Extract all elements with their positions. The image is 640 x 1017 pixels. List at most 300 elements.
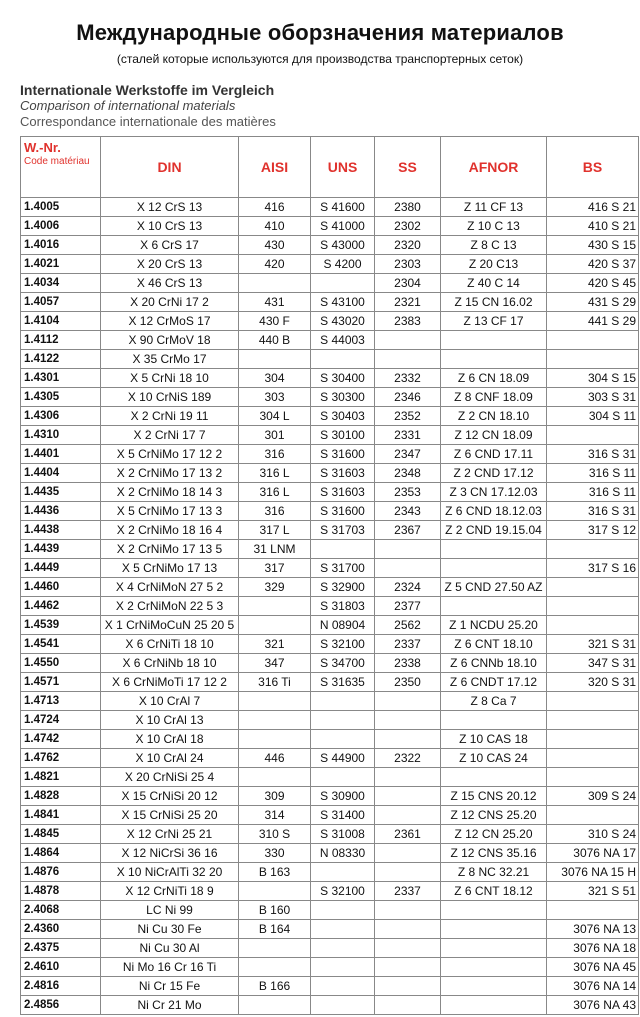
col-header-ss: SS <box>375 137 441 198</box>
caption-french: Correspondance internationale des matières <box>20 114 276 129</box>
cell-din: LC Ni 99 <box>101 901 239 920</box>
cell-uns: S 30300 <box>311 388 375 407</box>
cell-wnr: 1.4878 <box>21 882 101 901</box>
cell-uns: N 08904 <box>311 616 375 635</box>
cell-ss <box>375 996 441 1015</box>
table-caption <box>20 82 276 130</box>
cell-bs <box>547 426 639 445</box>
cell-afnor: Z 8 NC 32.21 <box>441 863 547 882</box>
cell-uns: S 30900 <box>311 787 375 806</box>
cell-wnr: 1.4841 <box>21 806 101 825</box>
cell-wnr: 1.4462 <box>21 597 101 616</box>
cell-aisi: 416 <box>239 198 311 217</box>
cell-aisi: 31 LNM <box>239 540 311 559</box>
cell-wnr: 1.4305 <box>21 388 101 407</box>
cell-wnr: 1.4306 <box>21 407 101 426</box>
cell-aisi: 316 L <box>239 464 311 483</box>
cell-ss: 2343 <box>375 502 441 521</box>
cell-uns: S 31603 <box>311 464 375 483</box>
cell-aisi: B 166 <box>239 977 311 996</box>
cell-wnr: 1.4006 <box>21 217 101 236</box>
cell-aisi <box>239 958 311 977</box>
cell-aisi: 314 <box>239 806 311 825</box>
table-row <box>21 977 639 996</box>
cell-bs: 316 S 11 <box>547 464 639 483</box>
table-row <box>21 464 639 483</box>
cell-bs <box>547 597 639 616</box>
cell-aisi: 317 <box>239 559 311 578</box>
cell-uns: S 30100 <box>311 426 375 445</box>
cell-bs: 3076 NA 45 <box>547 958 639 977</box>
cell-ss: 2377 <box>375 597 441 616</box>
cell-uns: S 44900 <box>311 749 375 768</box>
cell-afnor: Z 12 CNS 35.16 <box>441 844 547 863</box>
cell-aisi: 420 <box>239 255 311 274</box>
cell-wnr: 1.4449 <box>21 559 101 578</box>
cell-ss: 2302 <box>375 217 441 236</box>
table-row <box>21 540 639 559</box>
cell-din: X 2 CrNi 17 7 <box>101 426 239 445</box>
cell-aisi <box>239 939 311 958</box>
cell-bs: 304 S 11 <box>547 407 639 426</box>
cell-ss: 2352 <box>375 407 441 426</box>
cell-afnor <box>441 920 547 939</box>
table-row <box>21 255 639 274</box>
cell-uns: S 31803 <box>311 597 375 616</box>
cell-bs <box>547 331 639 350</box>
cell-din: X 2 CrNiMo 17 13 2 <box>101 464 239 483</box>
cell-bs: 316 S 31 <box>547 502 639 521</box>
cell-ss <box>375 692 441 711</box>
cell-din: X 5 CrNi 18 10 <box>101 369 239 388</box>
cell-aisi: 316 <box>239 445 311 464</box>
cell-aisi <box>239 616 311 635</box>
cell-wnr: 1.4762 <box>21 749 101 768</box>
cell-aisi: 330 <box>239 844 311 863</box>
cell-uns <box>311 350 375 369</box>
cell-afnor: Z 2 CND 17.12 <box>441 464 547 483</box>
cell-bs: 321 S 51 <box>547 882 639 901</box>
cell-aisi: 304 L <box>239 407 311 426</box>
cell-wnr: 1.4845 <box>21 825 101 844</box>
cell-bs: 320 S 31 <box>547 673 639 692</box>
cell-din: X 10 CrAl 13 <box>101 711 239 730</box>
cell-ss: 2337 <box>375 882 441 901</box>
table-row <box>21 730 639 749</box>
table-row <box>21 939 639 958</box>
cell-bs: 416 S 21 <box>547 198 639 217</box>
cell-wnr: 1.4021 <box>21 255 101 274</box>
caption-german: Internationale Werkstoffe im Vergleich <box>20 82 275 98</box>
cell-wnr: 2.4360 <box>21 920 101 939</box>
table-row <box>21 768 639 787</box>
cell-aisi: 301 <box>239 426 311 445</box>
cell-ss: 2348 <box>375 464 441 483</box>
cell-aisi: 303 <box>239 388 311 407</box>
table-row <box>21 483 639 502</box>
cell-ss: 2350 <box>375 673 441 692</box>
cell-din: X 2 CrNiMo 18 14 3 <box>101 483 239 502</box>
cell-uns: S 31008 <box>311 825 375 844</box>
cell-din: Ni Cu 30 Al <box>101 939 239 958</box>
cell-uns: S 31703 <box>311 521 375 540</box>
cell-afnor: Z 5 CND 27.50 AZ <box>441 578 547 597</box>
cell-uns <box>311 768 375 787</box>
cell-din: X 12 CrS 13 <box>101 198 239 217</box>
table-row <box>21 293 639 312</box>
cell-din: X 10 CrAl 7 <box>101 692 239 711</box>
cell-afnor: Z 3 CN 17.12.03 <box>441 483 547 502</box>
cell-uns <box>311 274 375 293</box>
cell-wnr: 1.4713 <box>21 692 101 711</box>
cell-uns: S 31635 <box>311 673 375 692</box>
table-row <box>21 350 639 369</box>
cell-aisi: 316 <box>239 502 311 521</box>
cell-aisi <box>239 768 311 787</box>
col-header-aisi: AISI <box>239 137 311 198</box>
cell-wnr: 2.4610 <box>21 958 101 977</box>
cell-bs: 3076 NA 43 <box>547 996 639 1015</box>
cell-uns <box>311 920 375 939</box>
cell-bs <box>547 540 639 559</box>
cell-ss: 2367 <box>375 521 441 540</box>
table-row <box>21 274 639 293</box>
table-row <box>21 996 639 1015</box>
cell-bs <box>547 616 639 635</box>
cell-uns <box>311 540 375 559</box>
cell-bs <box>547 730 639 749</box>
cell-bs: 410 S 21 <box>547 217 639 236</box>
cell-bs: 347 S 31 <box>547 654 639 673</box>
page-title: Международные оборзначения материалов <box>76 20 564 45</box>
cell-afnor: Z 13 CF 17 <box>441 312 547 331</box>
cell-wnr: 1.4435 <box>21 483 101 502</box>
cell-afnor: Z 10 C 13 <box>441 217 547 236</box>
cell-aisi: 431 <box>239 293 311 312</box>
col-header-din: DIN <box>101 137 239 198</box>
table-row <box>21 711 639 730</box>
cell-afnor <box>441 540 547 559</box>
cell-aisi: 304 <box>239 369 311 388</box>
cell-din: X 20 CrS 13 <box>101 255 239 274</box>
cell-afnor <box>441 996 547 1015</box>
cell-ss <box>375 559 441 578</box>
materials-table <box>20 136 639 1015</box>
table-row <box>21 198 639 217</box>
table-row <box>21 654 639 673</box>
cell-afnor: Z 12 CN 18.09 <box>441 426 547 445</box>
cell-ss <box>375 863 441 882</box>
cell-bs: 317 S 16 <box>547 559 639 578</box>
cell-din: X 10 CrNiS 189 <box>101 388 239 407</box>
cell-din: X 2 CrNiMo 18 16 4 <box>101 521 239 540</box>
cell-wnr: 1.4550 <box>21 654 101 673</box>
cell-bs: 304 S 15 <box>547 369 639 388</box>
cell-uns: S 30400 <box>311 369 375 388</box>
cell-ss <box>375 331 441 350</box>
cell-afnor: Z 6 CNNb 18.10 <box>441 654 547 673</box>
cell-bs: 3076 NA 18 <box>547 939 639 958</box>
cell-aisi: 309 <box>239 787 311 806</box>
table-row <box>21 749 639 768</box>
col-header-wnr-label: W.-Nr. <box>24 140 61 155</box>
cell-din: X 12 NiCrSi 36 16 <box>101 844 239 863</box>
cell-wnr: 1.4541 <box>21 635 101 654</box>
cell-din: X 2 CrNiMoN 22 5 3 <box>101 597 239 616</box>
cell-afnor: Z 8 CNF 18.09 <box>441 388 547 407</box>
cell-uns: S 43020 <box>311 312 375 331</box>
cell-ss <box>375 977 441 996</box>
cell-wnr: 1.4828 <box>21 787 101 806</box>
cell-afnor: Z 20 C13 <box>441 255 547 274</box>
cell-aisi: 317 L <box>239 521 311 540</box>
cell-wnr: 2.4375 <box>21 939 101 958</box>
cell-bs: 420 S 45 <box>547 274 639 293</box>
cell-bs <box>547 768 639 787</box>
cell-uns: N 08330 <box>311 844 375 863</box>
page-subtitle: (сталей которые используются для производства транспортерных сеток) <box>116 52 524 66</box>
cell-ss <box>375 768 441 787</box>
cell-uns: S 41000 <box>311 217 375 236</box>
cell-din: X 20 CrNi 17 2 <box>101 293 239 312</box>
cell-aisi: 347 <box>239 654 311 673</box>
cell-din: Ni Mo 16 Cr 16 Ti <box>101 958 239 977</box>
cell-din: X 15 CrNiSi 25 20 <box>101 806 239 825</box>
cell-uns <box>311 958 375 977</box>
cell-din: X 35 CrMo 17 <box>101 350 239 369</box>
cell-ss: 2324 <box>375 578 441 597</box>
cell-bs: 431 S 29 <box>547 293 639 312</box>
cell-ss <box>375 350 441 369</box>
cell-afnor: Z 15 CN 16.02 <box>441 293 547 312</box>
cell-aisi: 316 L <box>239 483 311 502</box>
cell-din: Ni Cu 30 Fe <box>101 920 239 939</box>
cell-ss <box>375 901 441 920</box>
cell-ss: 2353 <box>375 483 441 502</box>
cell-uns <box>311 711 375 730</box>
cell-bs: 316 S 31 <box>547 445 639 464</box>
table-row <box>21 331 639 350</box>
col-header-afnor: AFNOR <box>441 137 547 198</box>
cell-din: X 10 NiCrAlTi 32 20 <box>101 863 239 882</box>
table-row <box>21 521 639 540</box>
cell-ss <box>375 540 441 559</box>
caption-english: Comparison of international materials <box>20 98 236 113</box>
cell-bs: 420 S 37 <box>547 255 639 274</box>
cell-afnor <box>441 939 547 958</box>
cell-ss <box>375 844 441 863</box>
table-row <box>21 882 639 901</box>
cell-ss: 2347 <box>375 445 441 464</box>
cell-bs: 310 S 24 <box>547 825 639 844</box>
cell-aisi: B 160 <box>239 901 311 920</box>
table-row <box>21 445 639 464</box>
cell-din: X 1 CrNiMoCuN 25 20 5 <box>101 616 239 635</box>
cell-uns <box>311 996 375 1015</box>
cell-afnor <box>441 597 547 616</box>
cell-uns <box>311 730 375 749</box>
cell-uns: S 32100 <box>311 882 375 901</box>
table-row <box>21 806 639 825</box>
cell-aisi <box>239 996 311 1015</box>
table-row <box>21 312 639 331</box>
cell-afnor <box>441 901 547 920</box>
table-row <box>21 217 639 236</box>
table-header-row <box>21 137 639 198</box>
cell-wnr: 1.4034 <box>21 274 101 293</box>
cell-bs <box>547 692 639 711</box>
cell-ss: 2361 <box>375 825 441 844</box>
table-row <box>21 635 639 654</box>
cell-wnr: 1.4821 <box>21 768 101 787</box>
cell-ss: 2337 <box>375 635 441 654</box>
table-row <box>21 863 639 882</box>
cell-aisi: 446 <box>239 749 311 768</box>
cell-aisi: 310 S <box>239 825 311 844</box>
cell-aisi: B 164 <box>239 920 311 939</box>
cell-aisi: B 163 <box>239 863 311 882</box>
cell-uns: S 31600 <box>311 445 375 464</box>
col-header-uns: UNS <box>311 137 375 198</box>
cell-din: X 2 CrNiMo 17 13 5 <box>101 540 239 559</box>
cell-din: X 6 CrNiTi 18 10 <box>101 635 239 654</box>
cell-afnor <box>441 958 547 977</box>
cell-ss <box>375 787 441 806</box>
cell-afnor: Z 6 CND 17.11 <box>441 445 547 464</box>
table-row <box>21 787 639 806</box>
cell-afnor: Z 10 CAS 24 <box>441 749 547 768</box>
cell-ss: 2303 <box>375 255 441 274</box>
cell-uns: S 30403 <box>311 407 375 426</box>
cell-din: X 12 CrMoS 17 <box>101 312 239 331</box>
cell-bs: 441 S 29 <box>547 312 639 331</box>
cell-wnr: 1.4310 <box>21 426 101 445</box>
cell-uns: S 43100 <box>311 293 375 312</box>
cell-ss: 2346 <box>375 388 441 407</box>
cell-aisi <box>239 711 311 730</box>
cell-aisi <box>239 730 311 749</box>
table-row <box>21 901 639 920</box>
cell-uns <box>311 692 375 711</box>
cell-din: X 6 CrNiNb 18 10 <box>101 654 239 673</box>
cell-aisi: 430 F <box>239 312 311 331</box>
cell-din: X 5 CrNiMo 17 12 2 <box>101 445 239 464</box>
cell-afnor <box>441 977 547 996</box>
table-row <box>21 616 639 635</box>
cell-wnr: 1.4571 <box>21 673 101 692</box>
cell-wnr: 1.4401 <box>21 445 101 464</box>
cell-ss: 2322 <box>375 749 441 768</box>
cell-bs: 430 S 15 <box>547 236 639 255</box>
cell-din: X 15 CrNiSi 20 12 <box>101 787 239 806</box>
cell-din: Ni Cr 21 Mo <box>101 996 239 1015</box>
cell-afnor: Z 6 CN 18.09 <box>441 369 547 388</box>
cell-ss: 2380 <box>375 198 441 217</box>
cell-uns: S 44003 <box>311 331 375 350</box>
cell-din: X 12 CrNiTi 18 9 <box>101 882 239 901</box>
table-row <box>21 407 639 426</box>
cell-ss: 2320 <box>375 236 441 255</box>
col-header-bs: BS <box>547 137 639 198</box>
cell-din: X 20 CrNiSi 25 4 <box>101 768 239 787</box>
cell-afnor: Z 2 CN 18.10 <box>441 407 547 426</box>
cell-uns <box>311 939 375 958</box>
cell-bs <box>547 901 639 920</box>
cell-wnr: 2.4068 <box>21 901 101 920</box>
cell-aisi: 410 <box>239 217 311 236</box>
table-row <box>21 825 639 844</box>
cell-wnr: 1.4876 <box>21 863 101 882</box>
cell-afnor: Z 6 CNT 18.12 <box>441 882 547 901</box>
cell-afnor: Z 12 CNS 25.20 <box>441 806 547 825</box>
cell-ss: 2332 <box>375 369 441 388</box>
cell-wnr: 1.4439 <box>21 540 101 559</box>
cell-wnr: 1.4104 <box>21 312 101 331</box>
cell-uns: S 34700 <box>311 654 375 673</box>
cell-ss: 2321 <box>375 293 441 312</box>
table-row <box>21 920 639 939</box>
cell-din: X 10 CrS 13 <box>101 217 239 236</box>
cell-din: X 4 CrNiMoN 27 5 2 <box>101 578 239 597</box>
table-row <box>21 844 639 863</box>
table-row <box>21 236 639 255</box>
cell-afnor: Z 6 CNDT 17.12 <box>441 673 547 692</box>
cell-wnr: 1.4539 <box>21 616 101 635</box>
cell-din: X 2 CrNi 19 11 <box>101 407 239 426</box>
cell-din: X 5 CrNiMo 17 13 <box>101 559 239 578</box>
cell-bs <box>547 711 639 730</box>
cell-wnr: 1.4005 <box>21 198 101 217</box>
cell-bs <box>547 578 639 597</box>
cell-bs <box>547 806 639 825</box>
cell-uns: S 32900 <box>311 578 375 597</box>
cell-uns: S 31603 <box>311 483 375 502</box>
cell-afnor <box>441 711 547 730</box>
cell-uns: S 31400 <box>311 806 375 825</box>
cell-wnr: 1.4122 <box>21 350 101 369</box>
cell-wnr: 1.4742 <box>21 730 101 749</box>
cell-afnor: Z 1 NCDU 25.20 <box>441 616 547 635</box>
cell-bs: 3076 NA 17 <box>547 844 639 863</box>
cell-aisi <box>239 882 311 901</box>
cell-aisi <box>239 350 311 369</box>
cell-uns: S 31600 <box>311 502 375 521</box>
cell-uns <box>311 901 375 920</box>
cell-wnr: 1.4436 <box>21 502 101 521</box>
cell-uns: S 32100 <box>311 635 375 654</box>
cell-afnor: Z 8 C 13 <box>441 236 547 255</box>
table-row <box>21 958 639 977</box>
cell-uns <box>311 863 375 882</box>
cell-bs: 303 S 31 <box>547 388 639 407</box>
cell-aisi <box>239 274 311 293</box>
cell-bs: 316 S 11 <box>547 483 639 502</box>
cell-uns: S 43000 <box>311 236 375 255</box>
cell-wnr: 2.4856 <box>21 996 101 1015</box>
cell-din: X 46 CrS 13 <box>101 274 239 293</box>
cell-bs: 3076 NA 14 <box>547 977 639 996</box>
cell-bs <box>547 749 639 768</box>
cell-afnor: Z 2 CND 19.15.04 <box>441 521 547 540</box>
cell-din: X 10 CrAl 18 <box>101 730 239 749</box>
cell-uns: S 4200 <box>311 255 375 274</box>
table-row <box>21 388 639 407</box>
table-row <box>21 369 639 388</box>
cell-din: X 10 CrAl 24 <box>101 749 239 768</box>
cell-bs: 317 S 12 <box>547 521 639 540</box>
cell-ss <box>375 711 441 730</box>
cell-uns: S 41600 <box>311 198 375 217</box>
